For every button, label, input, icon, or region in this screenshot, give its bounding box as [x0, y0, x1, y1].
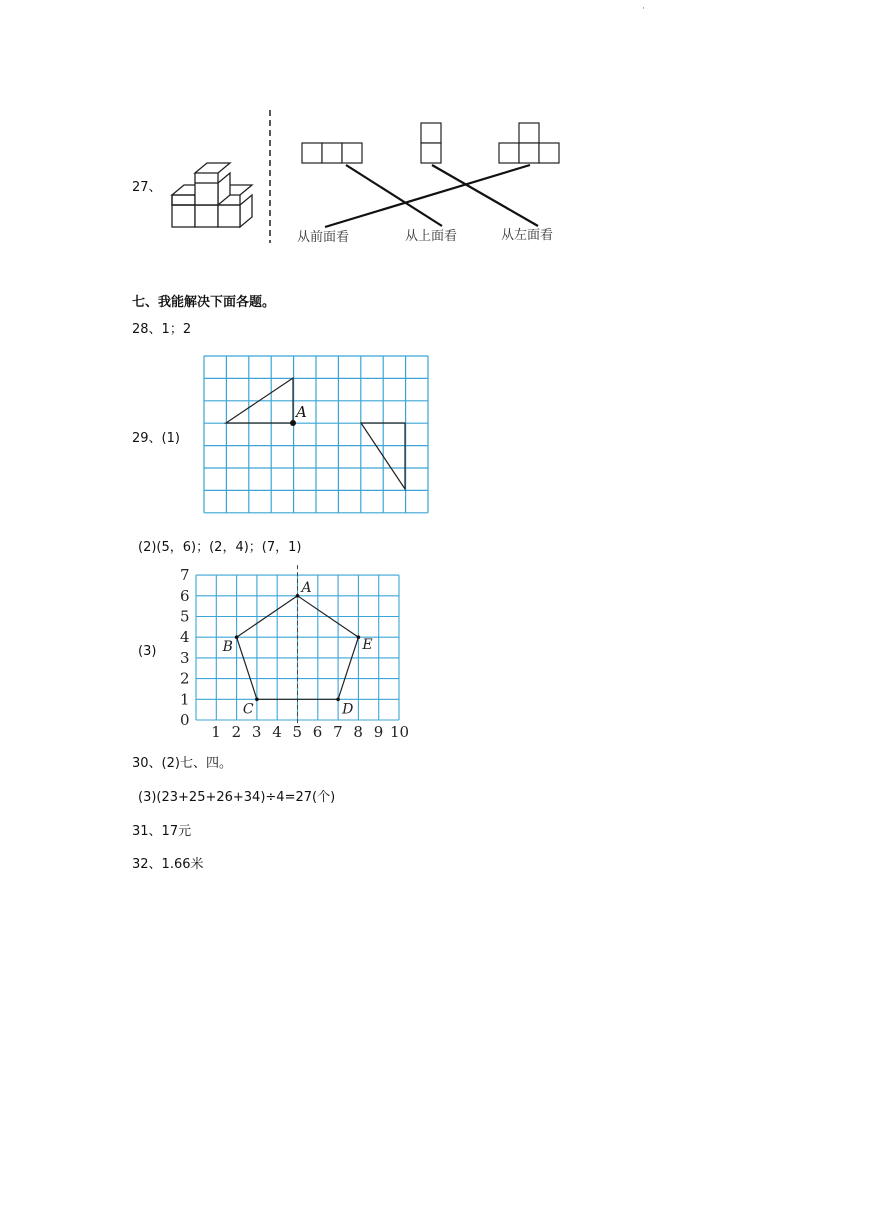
x-tick-label: 8 [353, 723, 363, 741]
y-tick-label: 6 [180, 586, 190, 605]
view-shape-two-column [421, 123, 441, 163]
pentagon-chart [170, 562, 415, 744]
caption-top-view: 从上面看 [405, 229, 458, 244]
vertex-c [255, 698, 259, 702]
y-tick-label: 7 [180, 566, 190, 585]
caption-left-view: 从左面看 [501, 228, 554, 243]
q28-answer: 28、1；2 [132, 322, 192, 337]
q31-answer: 31、17元 [132, 824, 192, 839]
y-tick-label: 4 [180, 628, 190, 647]
x-tick-label: 5 [292, 723, 303, 741]
x-tick-label: 4 [272, 723, 282, 741]
matching-lines [325, 165, 538, 227]
cube-stack [172, 163, 252, 227]
x-tick-label: 9 [373, 723, 384, 741]
vertex-label-d: D [342, 701, 354, 718]
x-tick-label: 6 [312, 723, 323, 741]
vertex-label-a: A [301, 579, 312, 596]
y-tick-label: 3 [180, 648, 190, 667]
q30-part3-answer: (3)(23+25+26+34)÷4=27(个) [138, 790, 336, 805]
vertex-a [296, 594, 300, 598]
caption-front-view: 从前面看 [297, 230, 350, 245]
view-shape-three-row [302, 143, 362, 163]
section-heading: 七、我能解决下面各题。 [132, 295, 276, 310]
x-tick-label: 7 [333, 723, 343, 741]
y-tick-label: 2 [180, 669, 190, 688]
vertex-label-c: C [242, 701, 254, 718]
q30-part2-answer: 30、(2)七、四。 [132, 756, 232, 771]
x-tick-label: 2 [231, 723, 242, 741]
x-tick-label: 3 [251, 723, 262, 741]
vertex-d [336, 698, 340, 702]
view-shape-t-shape [499, 123, 559, 163]
point-a-label: A [296, 403, 307, 421]
y-tick-label: 0 [180, 711, 190, 729]
vertex-b [235, 635, 239, 639]
y-tick-label: 1 [180, 690, 190, 709]
q32-answer: 32、1.66米 [132, 857, 204, 872]
x-tick-label: 10 [390, 723, 410, 741]
q29-part2-answer: (2)(5，6)；(2，4)；(7，1) [138, 540, 302, 555]
q29-part3-label: (3) [138, 644, 157, 659]
vertex-label-b: B [222, 639, 233, 656]
vertex-label-e: E [362, 637, 373, 654]
corner-mark: · [642, 4, 645, 14]
q29-part1-label: 29、(1) [132, 431, 180, 446]
q29-grid-figure [203, 355, 429, 515]
q27-figure [160, 105, 580, 255]
q27-label: 27、 [132, 180, 162, 195]
x-tick-label: 1 [211, 723, 221, 741]
y-tick-label: 5 [180, 607, 190, 626]
vertex-e [357, 635, 361, 639]
